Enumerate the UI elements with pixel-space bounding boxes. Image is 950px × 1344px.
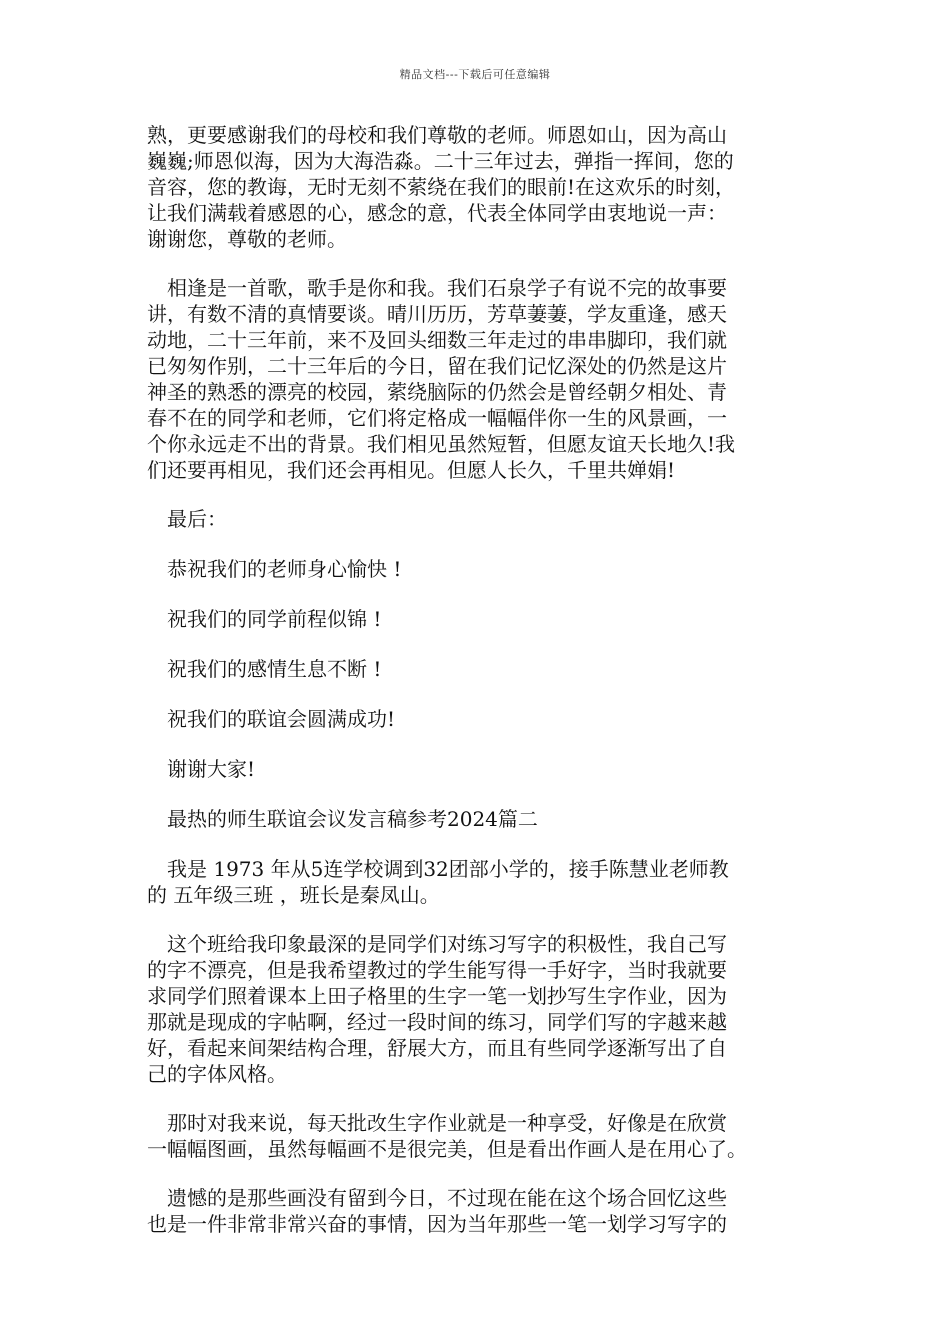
wish-reunion-success: 祝我们的联谊会圆满成功! [167,707,396,731]
paragraph-enjoyment [147,1110,811,1162]
text-line: 遗憾的是那些画没有留到今日，不过现在能在这个场合回忆这些 [147,1186,727,1210]
text-line: 也是一件非常非常兴奋的事情，因为当年那些一笔一划学习写字的 [147,1212,727,1236]
text-line: 好，看起来间架结构合理，舒展大方，而且有些同学逐渐写出了自 [147,1036,727,1060]
text-line: 讲，有数不清的真情要谈。晴川历历，芳草萋萋，学友重逢，感天 [147,302,727,326]
paragraph-reunion [147,275,811,483]
text-line: 巍巍;师恩似海，因为大海浩淼。二十三年过去，弹指一挥间，您的 [147,149,734,173]
text-line: 动地，二十三年前，来不及回头细数三年走过的串串脚印，我们就 [147,328,727,352]
text-line: 已匆匆作别，二十三年后的今日，留在我们记忆深处的仍然是这片 [147,354,727,378]
text-line: 一幅幅图画，虽然每幅画不是很完美，但是看出作画人是在用心了。 [147,1137,747,1161]
paragraph-handwriting [147,931,811,1087]
section-title: 最热的师生联谊会议发言稿参考2024篇二 [167,807,538,831]
text-line: 相逢是一首歌，歌手是你和我。我们石泉学子有说不完的故事要 [147,276,727,300]
wish-friendship: 祝我们的感情生息不断 ! [167,657,382,681]
text-line: 让我们满载着感恩的心，感念的意，代表全体同学由衷地说一声： [147,201,727,225]
text-line: 己的字体风格。 [147,1062,287,1086]
text-line: 们还要再相见，我们还会再相见。但愿人长久，千里共婵娟! [147,458,676,482]
paragraph-regret [147,1185,811,1237]
wish-classmates: 祝我们的同学前程似锦 ! [167,607,382,631]
closing-heading: 最后： [167,507,227,531]
document-body [147,122,811,1260]
text-line: 神圣的熟悉的漂亮的校园，萦绕脑际的仍然会是曾经朝夕相处、青 [147,380,727,404]
text-line: 求同学们照着课本上田子格里的生字一笔一划抄写生字作业，因为 [147,984,727,1008]
text-line: 那时对我来说，每天批改生字作业就是一种享受，好像是在欣赏 [147,1111,727,1135]
paragraph-transfer [147,856,811,908]
wish-teachers: 恭祝我们的老师身心愉快 ! [167,557,402,581]
text-line: 的 五年级三班 ，班长是秦凤山。 [147,883,440,907]
text-line: 熟，更要感谢我们的母校和我们尊敬的老师。师恩如山，因为高山 [147,123,727,147]
page-header: 精品文档---下载后可任意编辑 [399,68,551,81]
text-line: 春不在的同学和老师，它们将定格成一幅幅伴你一生的风景画，一 [147,406,727,430]
text-line: 那就是现成的字帖啊，经过一段时间的练习，同学们写的字越来越 [147,1010,727,1034]
text-line: 音容，您的教诲，无时无刻不萦绕在我们的眼前!在这欢乐的时刻， [147,175,736,199]
paragraph-gratitude [147,122,811,252]
text-line: 我是 1973 年从5连学校调到32团部小学的，接手陈慧业老师教 [147,857,729,881]
thanks-everyone: 谢谢大家! [167,757,256,781]
text-line: 这个班给我印象最深的是同学们对练习写字的积极性，我自己写 [147,932,727,956]
text-line: 谢谢您，尊敬的老师。 [147,227,347,251]
text-line: 的字不漂亮，但是我希望教过的学生能写得一手好字，当时我就要 [147,958,727,982]
text-line: 个你永远走不出的背景。我们相见虽然短暂，但愿友谊天长地久!我 [147,432,736,456]
